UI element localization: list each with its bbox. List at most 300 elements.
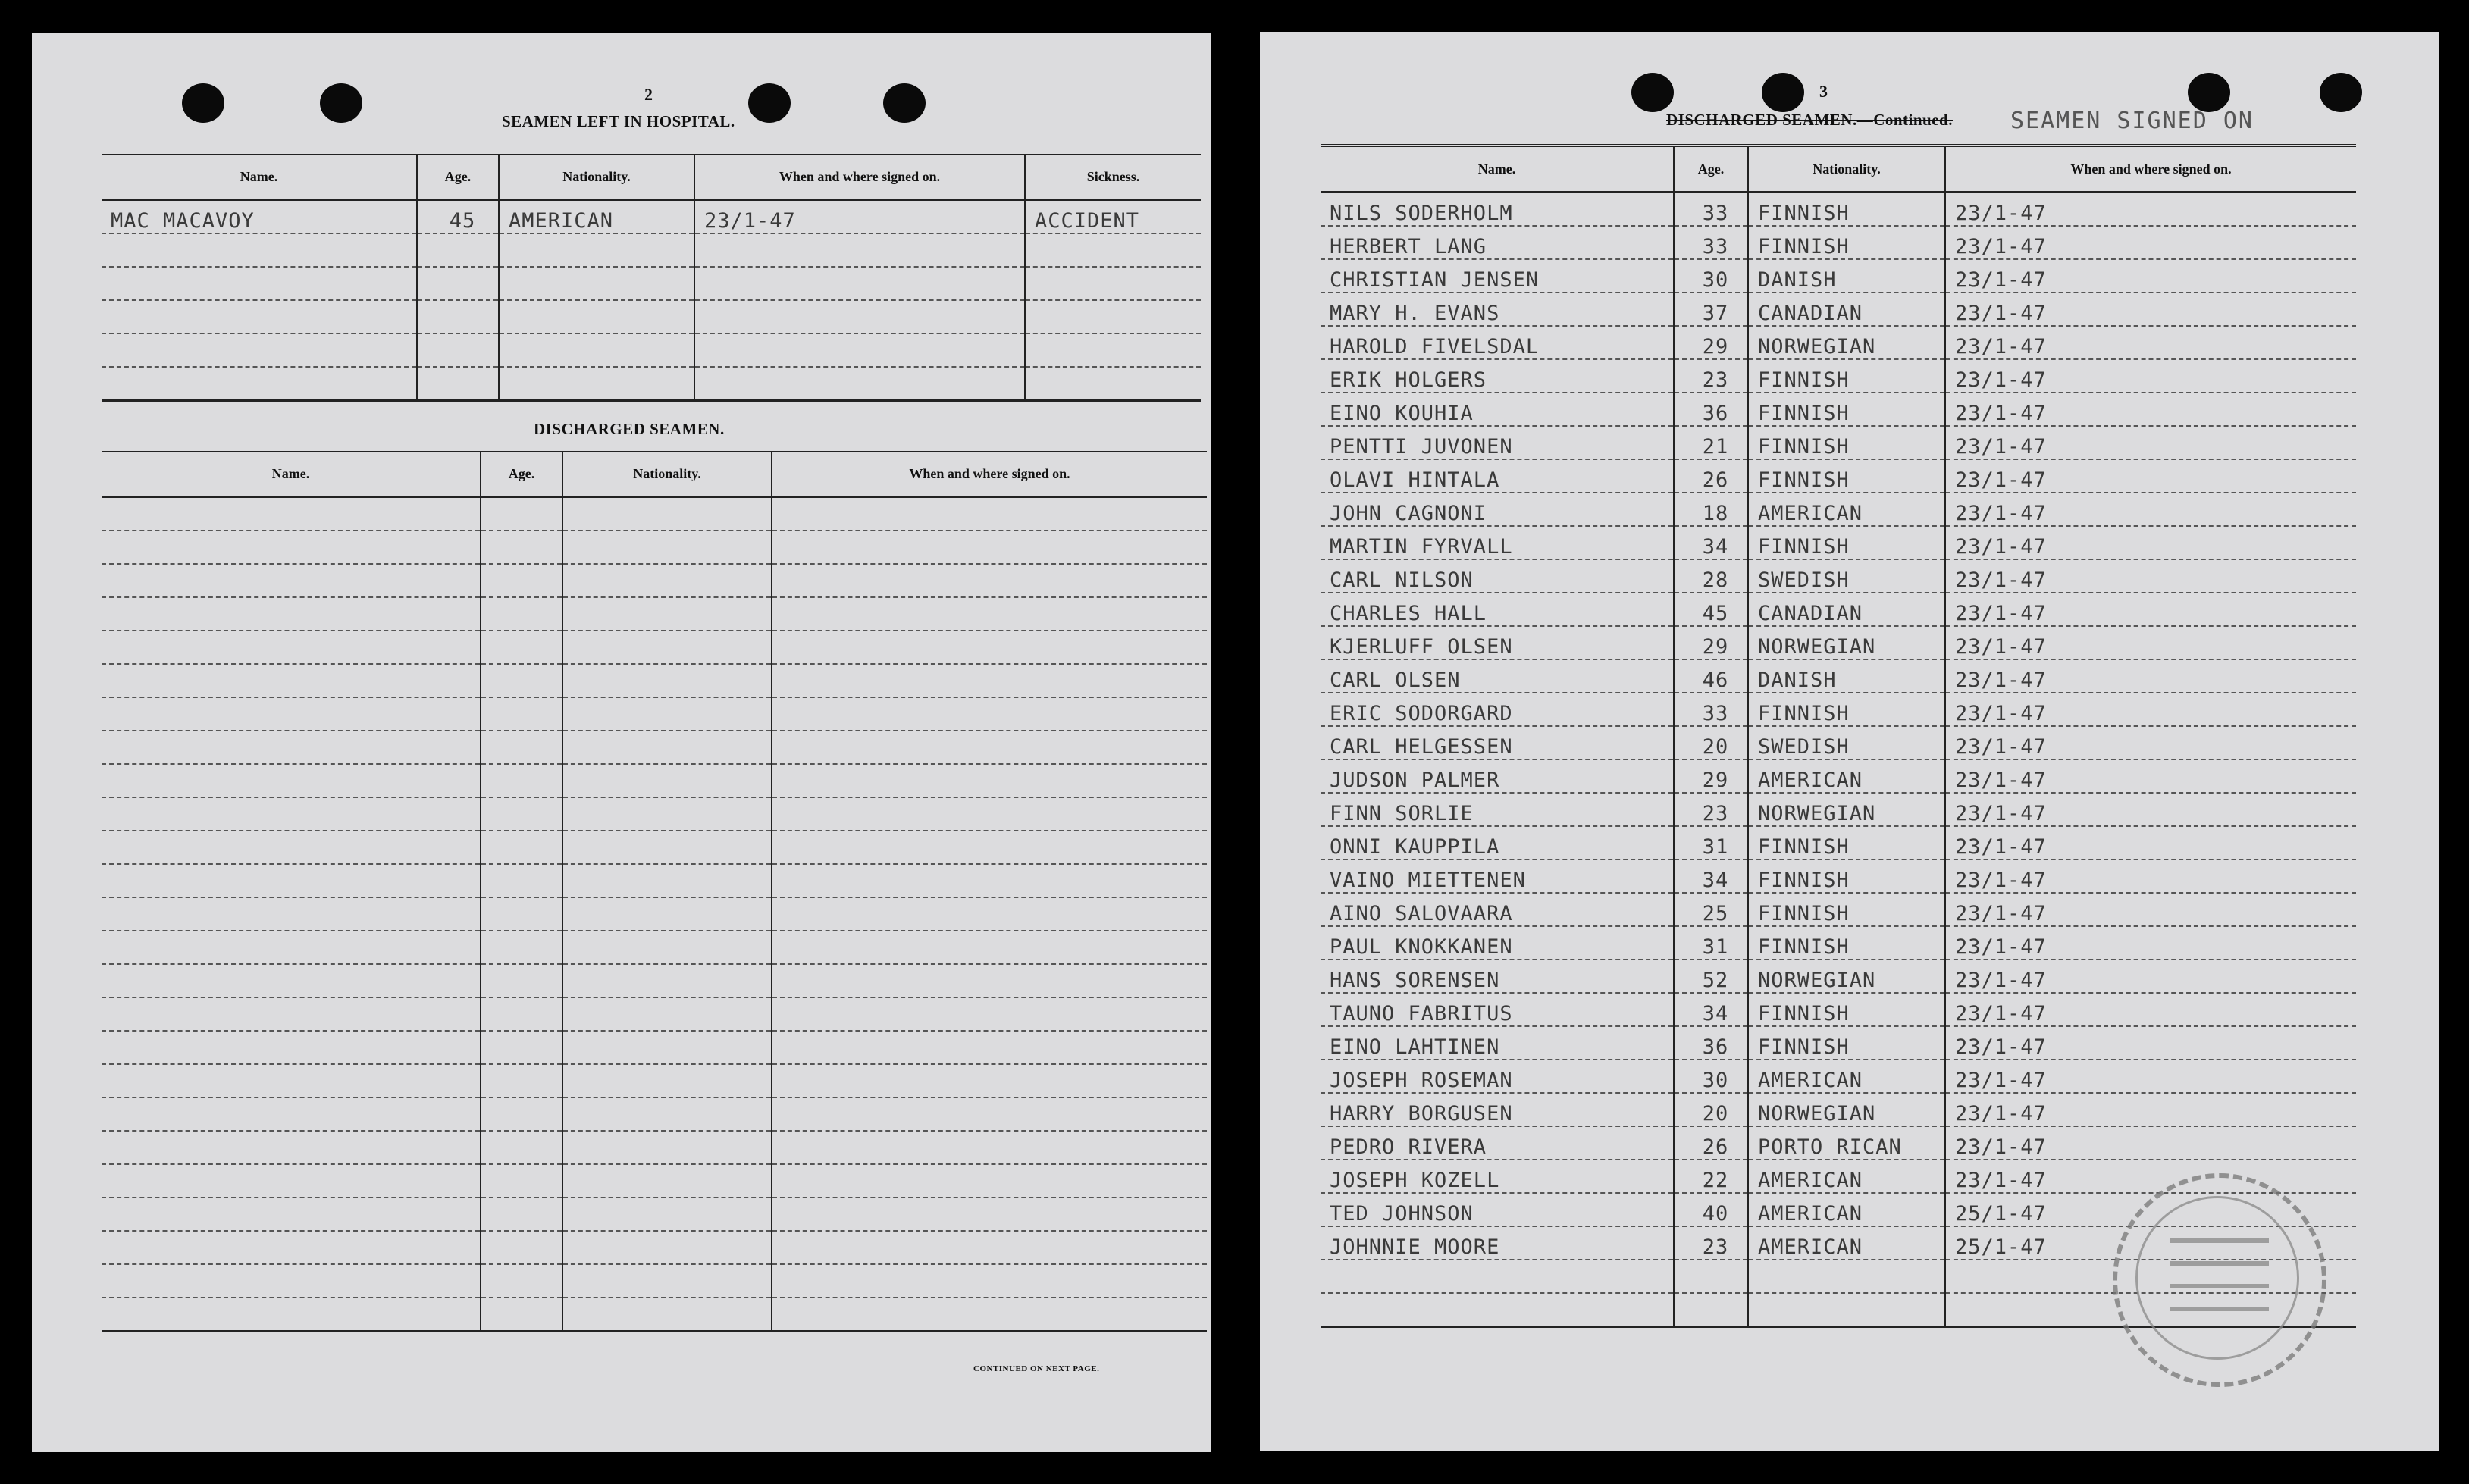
cell-signed-on bbox=[772, 564, 1207, 597]
cell-signed-on: 23/1-47 bbox=[1945, 726, 2356, 759]
cell-nationality: FINNISH bbox=[1748, 926, 1945, 960]
cell-age: 33 bbox=[1674, 193, 1748, 227]
punch-hole bbox=[748, 83, 791, 123]
table-row bbox=[1321, 393, 2356, 426]
cell-signed-on: 23/1-47 bbox=[1945, 426, 2356, 459]
cell-name bbox=[102, 497, 481, 531]
cell-nationality bbox=[562, 1298, 772, 1332]
cell-nationality: FINNISH bbox=[1748, 226, 1945, 259]
cell-nationality: NORWEGIAN bbox=[1748, 960, 1945, 993]
column-header: Nationality. bbox=[499, 153, 694, 200]
cell-signed-on: 23/1-47 bbox=[694, 200, 1025, 234]
punch-hole bbox=[883, 83, 926, 123]
cell-name bbox=[102, 267, 417, 300]
cell-nationality: FINNISH bbox=[1748, 1026, 1945, 1060]
table-row bbox=[1321, 259, 2356, 293]
table-row bbox=[1321, 593, 2356, 626]
cell-signed-on bbox=[772, 1131, 1207, 1164]
cell-age bbox=[481, 731, 562, 764]
cell-name: JOSEPH ROSEMAN bbox=[1321, 1060, 1674, 1093]
page-number: 2 bbox=[644, 85, 653, 104]
table-row bbox=[102, 367, 1201, 401]
cell-name bbox=[102, 697, 481, 731]
cell-name: AINO SALOVAARA bbox=[1321, 893, 1674, 926]
punch-hole bbox=[2320, 73, 2362, 112]
cell-age: 23 bbox=[1674, 793, 1748, 826]
cell-signed-on bbox=[772, 597, 1207, 631]
cell-age bbox=[417, 233, 499, 267]
cell-nationality bbox=[562, 1097, 772, 1131]
cell-nationality: AMERICAN bbox=[1748, 1226, 1945, 1260]
cell-signed-on: 23/1-47 bbox=[1945, 259, 2356, 293]
cell-name: MARY H. EVANS bbox=[1321, 293, 1674, 326]
cell-name: EINO LAHTINEN bbox=[1321, 1026, 1674, 1060]
column-header: Age. bbox=[417, 153, 499, 200]
cell-signed-on: 23/1-47 bbox=[1945, 1093, 2356, 1126]
cell-name: HERBERT LANG bbox=[1321, 226, 1674, 259]
table-row bbox=[1321, 493, 2356, 526]
cell-signed-on bbox=[694, 267, 1025, 300]
punch-hole bbox=[1631, 73, 1674, 112]
cell-age: 34 bbox=[1674, 859, 1748, 893]
cell-signed-on bbox=[772, 1231, 1207, 1264]
column-header: Name. bbox=[102, 153, 417, 200]
cell-nationality bbox=[1748, 1260, 1945, 1293]
cell-signed-on: 23/1-47 bbox=[1945, 1126, 2356, 1160]
table-row bbox=[102, 1164, 1207, 1198]
cell-signed-on bbox=[772, 697, 1207, 731]
cell-age bbox=[481, 564, 562, 597]
cell-age bbox=[481, 1264, 562, 1298]
table-row bbox=[1321, 1093, 2356, 1126]
cell-age: 36 bbox=[1674, 1026, 1748, 1060]
cell-nationality bbox=[1748, 1293, 1945, 1327]
cell-age: 26 bbox=[1674, 459, 1748, 493]
cell-age: 33 bbox=[1674, 693, 1748, 726]
cell-name: VAINO MIETTENEN bbox=[1321, 859, 1674, 893]
cell-nationality: FINNISH bbox=[1748, 893, 1945, 926]
cell-nationality bbox=[562, 731, 772, 764]
cell-nationality: DANISH bbox=[1748, 259, 1945, 293]
cell-signed-on bbox=[772, 731, 1207, 764]
table-row bbox=[102, 731, 1207, 764]
table-row bbox=[102, 997, 1207, 1031]
cell-name bbox=[102, 1064, 481, 1097]
cell-nationality bbox=[562, 1198, 772, 1231]
cell-age: 18 bbox=[1674, 493, 1748, 526]
cell-nationality bbox=[562, 1131, 772, 1164]
cell-name: CARL NILSON bbox=[1321, 559, 1674, 593]
table-row bbox=[1321, 726, 2356, 759]
cell-name bbox=[1321, 1260, 1674, 1293]
cell-nationality: AMERICAN bbox=[499, 200, 694, 234]
cell-age bbox=[481, 797, 562, 831]
cell-signed-on bbox=[772, 1264, 1207, 1298]
cell-nationality bbox=[562, 964, 772, 997]
cell-name: FINN SORLIE bbox=[1321, 793, 1674, 826]
cell-sickness bbox=[1025, 267, 1201, 300]
cell-signed-on: 23/1-47 bbox=[1945, 793, 2356, 826]
table-row bbox=[1321, 759, 2356, 793]
cell-name bbox=[102, 797, 481, 831]
cell-name bbox=[102, 997, 481, 1031]
cell-name bbox=[102, 964, 481, 997]
cell-nationality bbox=[499, 367, 694, 401]
cell-age: 29 bbox=[1674, 326, 1748, 359]
cell-signed-on: 23/1-47 bbox=[1945, 993, 2356, 1026]
cell-nationality bbox=[562, 697, 772, 731]
cell-nationality: AMERICAN bbox=[1748, 1193, 1945, 1226]
cell-nationality: CANADIAN bbox=[1748, 293, 1945, 326]
cell-age bbox=[481, 897, 562, 931]
cell-signed-on: 23/1-47 bbox=[1945, 626, 2356, 659]
cell-age: 29 bbox=[1674, 626, 1748, 659]
cell-signed-on bbox=[772, 831, 1207, 864]
cell-name bbox=[102, 931, 481, 964]
cell-name bbox=[102, 367, 417, 401]
cell-name: TED JOHNSON bbox=[1321, 1193, 1674, 1226]
table-row bbox=[1321, 1026, 2356, 1060]
cell-name bbox=[102, 631, 481, 664]
cell-name bbox=[102, 233, 417, 267]
table-row bbox=[102, 1231, 1207, 1264]
cell-name bbox=[102, 1164, 481, 1198]
cell-name: CARL HELGESSEN bbox=[1321, 726, 1674, 759]
cell-nationality bbox=[562, 797, 772, 831]
cell-signed-on: 23/1-47 bbox=[1945, 293, 2356, 326]
table-row bbox=[102, 931, 1207, 964]
cell-nationality bbox=[562, 897, 772, 931]
cell-nationality: FINNISH bbox=[1748, 426, 1945, 459]
cell-name: PENTTI JUVONEN bbox=[1321, 426, 1674, 459]
discharged-table-left bbox=[102, 449, 1207, 1332]
cell-name bbox=[102, 597, 481, 631]
cell-name bbox=[102, 731, 481, 764]
table-row bbox=[1321, 559, 2356, 593]
cell-signed-on bbox=[694, 300, 1025, 333]
cell-age: 31 bbox=[1674, 826, 1748, 859]
table-row bbox=[102, 1064, 1207, 1097]
cell-name bbox=[102, 1097, 481, 1131]
cell-nationality: NORWEGIAN bbox=[1748, 793, 1945, 826]
cell-signed-on bbox=[694, 333, 1025, 367]
table-row bbox=[1321, 993, 2356, 1026]
table-row bbox=[102, 1097, 1207, 1131]
continued-note: CONTINUED ON NEXT PAGE. bbox=[973, 1364, 1100, 1373]
cell-nationality: FINNISH bbox=[1748, 526, 1945, 559]
cell-name: KJERLUFF OLSEN bbox=[1321, 626, 1674, 659]
cell-signed-on: 23/1-47 bbox=[1945, 393, 2356, 426]
table-row bbox=[1321, 1126, 2356, 1160]
cell-nationality: AMERICAN bbox=[1748, 493, 1945, 526]
cell-name bbox=[102, 1231, 481, 1264]
table-row bbox=[102, 964, 1207, 997]
table-row bbox=[1321, 1060, 2356, 1093]
cell-nationality bbox=[499, 300, 694, 333]
cell-sickness bbox=[1025, 233, 1201, 267]
cell-signed-on: 23/1-47 bbox=[1945, 359, 2356, 393]
cell-nationality: SWEDISH bbox=[1748, 726, 1945, 759]
cell-nationality: FINNISH bbox=[1748, 826, 1945, 859]
table-row bbox=[1321, 193, 2356, 227]
cell-signed-on: 23/1-47 bbox=[1945, 559, 2356, 593]
cell-age bbox=[481, 597, 562, 631]
cell-signed-on bbox=[772, 997, 1207, 1031]
table-row bbox=[1321, 426, 2356, 459]
cell-age: 31 bbox=[1674, 926, 1748, 960]
cell-age: 37 bbox=[1674, 293, 1748, 326]
column-header: Nationality. bbox=[1748, 146, 1945, 193]
column-header: Name. bbox=[1321, 146, 1674, 193]
cell-nationality: FINNISH bbox=[1748, 359, 1945, 393]
cell-age: 23 bbox=[1674, 1226, 1748, 1260]
cell-signed-on: 23/1-47 bbox=[1945, 960, 2356, 993]
cell-sickness bbox=[1025, 300, 1201, 333]
official-stamp bbox=[2113, 1173, 2326, 1387]
cell-name bbox=[102, 300, 417, 333]
cell-signed-on bbox=[772, 897, 1207, 931]
cell-nationality bbox=[562, 597, 772, 631]
cell-age: 30 bbox=[1674, 1060, 1748, 1093]
cell-signed-on: 23/1-47 bbox=[1945, 459, 2356, 493]
cell-age: 45 bbox=[1674, 593, 1748, 626]
cell-age: 23 bbox=[1674, 359, 1748, 393]
cell-name: MAC MACAVOY bbox=[102, 200, 417, 234]
table-row bbox=[1321, 893, 2356, 926]
cell-nationality bbox=[562, 997, 772, 1031]
cell-age bbox=[481, 964, 562, 997]
table-row bbox=[102, 1031, 1207, 1064]
cell-age: 22 bbox=[1674, 1160, 1748, 1193]
cell-nationality: PORTO RICAN bbox=[1748, 1126, 1945, 1160]
cell-nationality bbox=[562, 631, 772, 664]
cell-nationality bbox=[562, 931, 772, 964]
cell-name bbox=[102, 864, 481, 897]
cell-signed-on: 23/1-47 bbox=[1945, 693, 2356, 726]
cell-nationality bbox=[562, 1164, 772, 1198]
cell-name bbox=[102, 1031, 481, 1064]
cell-name bbox=[102, 764, 481, 797]
cell-age bbox=[481, 1064, 562, 1097]
cell-age bbox=[481, 1131, 562, 1164]
cell-age bbox=[417, 367, 499, 401]
cell-signed-on: 23/1-47 bbox=[1945, 926, 2356, 960]
cell-nationality: SWEDISH bbox=[1748, 559, 1945, 593]
table-row bbox=[102, 764, 1207, 797]
hospital-table bbox=[102, 152, 1201, 402]
table-row bbox=[1321, 826, 2356, 859]
table-row bbox=[102, 233, 1201, 267]
cell-nationality: FINNISH bbox=[1748, 193, 1945, 227]
cell-nationality bbox=[562, 1031, 772, 1064]
signed-on-table bbox=[1321, 144, 2356, 1328]
cell-signed-on bbox=[772, 864, 1207, 897]
cell-signed-on bbox=[772, 1198, 1207, 1231]
table-row bbox=[102, 697, 1207, 731]
cell-signed-on bbox=[772, 631, 1207, 664]
cell-name: JOHNNIE MOORE bbox=[1321, 1226, 1674, 1260]
cell-nationality: DANISH bbox=[1748, 659, 1945, 693]
cell-nationality bbox=[499, 333, 694, 367]
cell-signed-on: 23/1-47 bbox=[1945, 526, 2356, 559]
table-row bbox=[1321, 859, 2356, 893]
cell-age bbox=[417, 333, 499, 367]
cell-age bbox=[481, 997, 562, 1031]
table-row bbox=[102, 897, 1207, 931]
cell-age bbox=[481, 831, 562, 864]
table-row bbox=[102, 597, 1207, 631]
cell-sickness bbox=[1025, 367, 1201, 401]
table-row bbox=[102, 1131, 1207, 1164]
table-row bbox=[1321, 659, 2356, 693]
cell-age: 46 bbox=[1674, 659, 1748, 693]
cell-signed-on: 23/1-47 bbox=[1945, 826, 2356, 859]
cell-age: 26 bbox=[1674, 1126, 1748, 1160]
cell-age bbox=[481, 1164, 562, 1198]
cell-nationality bbox=[562, 531, 772, 564]
cell-name: ERIC SODORGARD bbox=[1321, 693, 1674, 726]
cell-age: 21 bbox=[1674, 426, 1748, 459]
cell-nationality: FINNISH bbox=[1748, 393, 1945, 426]
punch-hole bbox=[2188, 73, 2230, 112]
column-header: Sickness. bbox=[1025, 153, 1201, 200]
cell-name bbox=[102, 1131, 481, 1164]
cell-name bbox=[102, 664, 481, 697]
table-row bbox=[102, 200, 1201, 234]
table-row bbox=[102, 1198, 1207, 1231]
cell-name bbox=[102, 531, 481, 564]
cell-age bbox=[481, 1198, 562, 1231]
cell-age: 30 bbox=[1674, 259, 1748, 293]
cell-name bbox=[102, 333, 417, 367]
punch-hole bbox=[1762, 73, 1804, 112]
cell-signed-on bbox=[694, 233, 1025, 267]
cell-name: JUDSON PALMER bbox=[1321, 759, 1674, 793]
cell-age bbox=[417, 267, 499, 300]
cell-nationality: NORWEGIAN bbox=[1748, 626, 1945, 659]
cell-name: JOHN CAGNONI bbox=[1321, 493, 1674, 526]
cell-name bbox=[1321, 1293, 1674, 1327]
table-row bbox=[1321, 926, 2356, 960]
cell-signed-on: 23/1-47 bbox=[1945, 493, 2356, 526]
cell-signed-on bbox=[772, 764, 1207, 797]
cell-nationality bbox=[562, 664, 772, 697]
column-header: Name. bbox=[102, 450, 481, 497]
cell-age: 45 bbox=[417, 200, 499, 234]
cell-age bbox=[481, 764, 562, 797]
cell-age bbox=[417, 300, 499, 333]
table-row bbox=[1321, 226, 2356, 259]
table-row bbox=[102, 300, 1201, 333]
cell-name: CHARLES HALL bbox=[1321, 593, 1674, 626]
cell-age: 28 bbox=[1674, 559, 1748, 593]
cell-sickness bbox=[1025, 333, 1201, 367]
cell-signed-on: 23/1-47 bbox=[1945, 193, 2356, 227]
cell-age: 34 bbox=[1674, 993, 1748, 1026]
cell-age bbox=[481, 697, 562, 731]
cell-signed-on bbox=[772, 964, 1207, 997]
cell-name: EINO KOUHIA bbox=[1321, 393, 1674, 426]
cell-signed-on bbox=[694, 367, 1025, 401]
cell-signed-on: 23/1-47 bbox=[1945, 326, 2356, 359]
cell-name bbox=[102, 1298, 481, 1332]
cell-signed-on: 25/1-47 bbox=[1945, 1193, 2356, 1226]
cell-nationality bbox=[562, 831, 772, 864]
cell-nationality bbox=[562, 497, 772, 531]
cell-name: ERIK HOLGERS bbox=[1321, 359, 1674, 393]
cell-signed-on: 23/1-47 bbox=[1945, 659, 2356, 693]
cell-name bbox=[102, 897, 481, 931]
cell-nationality bbox=[499, 267, 694, 300]
cell-nationality: CANADIAN bbox=[1748, 593, 1945, 626]
cell-name bbox=[102, 1198, 481, 1231]
table-row bbox=[1321, 626, 2356, 659]
punch-hole bbox=[182, 83, 224, 123]
cell-signed-on: 23/1-47 bbox=[1945, 1026, 2356, 1060]
column-header: Age. bbox=[481, 450, 562, 497]
column-header: When and where signed on. bbox=[694, 153, 1025, 200]
cell-signed-on: 23/1-47 bbox=[1945, 1160, 2356, 1193]
cell-age: 40 bbox=[1674, 1193, 1748, 1226]
table-row bbox=[1321, 293, 2356, 326]
cell-name: JOSEPH KOZELL bbox=[1321, 1160, 1674, 1193]
cell-name: ONNI KAUPPILA bbox=[1321, 826, 1674, 859]
cell-signed-on bbox=[772, 1164, 1207, 1198]
cell-nationality: FINNISH bbox=[1748, 693, 1945, 726]
table-row bbox=[102, 497, 1207, 531]
cell-age bbox=[481, 864, 562, 897]
cell-age: 33 bbox=[1674, 226, 1748, 259]
cell-signed-on: 23/1-47 bbox=[1945, 859, 2356, 893]
discharged-section-title: DISCHARGED SEAMEN. bbox=[534, 420, 725, 438]
cell-age bbox=[481, 1031, 562, 1064]
cell-nationality: FINNISH bbox=[1748, 859, 1945, 893]
cell-nationality: FINNISH bbox=[1748, 459, 1945, 493]
cell-signed-on bbox=[772, 797, 1207, 831]
cell-nationality bbox=[562, 1064, 772, 1097]
table-row bbox=[102, 333, 1201, 367]
table-row bbox=[1321, 526, 2356, 559]
cell-age bbox=[481, 497, 562, 531]
table-row bbox=[1321, 459, 2356, 493]
table-row bbox=[1321, 693, 2356, 726]
cell-age: 20 bbox=[1674, 1093, 1748, 1126]
table-row bbox=[102, 531, 1207, 564]
cell-age bbox=[1674, 1260, 1748, 1293]
cell-name: MARTIN FYRVALL bbox=[1321, 526, 1674, 559]
cell-signed-on: 23/1-47 bbox=[1945, 226, 2356, 259]
cell-name: NILS SODERHOLM bbox=[1321, 193, 1674, 227]
cell-nationality bbox=[562, 864, 772, 897]
table-row bbox=[102, 631, 1207, 664]
cell-name: CARL OLSEN bbox=[1321, 659, 1674, 693]
cell-age bbox=[481, 1097, 562, 1131]
cell-nationality bbox=[562, 1264, 772, 1298]
cell-age: 29 bbox=[1674, 759, 1748, 793]
cell-nationality: AMERICAN bbox=[1748, 1160, 1945, 1193]
cell-age: 20 bbox=[1674, 726, 1748, 759]
cell-age bbox=[481, 631, 562, 664]
table-row bbox=[102, 1298, 1207, 1332]
cell-name: TAUNO FABRITUS bbox=[1321, 993, 1674, 1026]
cell-age bbox=[481, 1231, 562, 1264]
cell-nationality bbox=[499, 233, 694, 267]
table-row bbox=[102, 1264, 1207, 1298]
cell-age: 52 bbox=[1674, 960, 1748, 993]
cell-signed-on bbox=[772, 1031, 1207, 1064]
punch-hole bbox=[320, 83, 362, 123]
cell-age: 34 bbox=[1674, 526, 1748, 559]
